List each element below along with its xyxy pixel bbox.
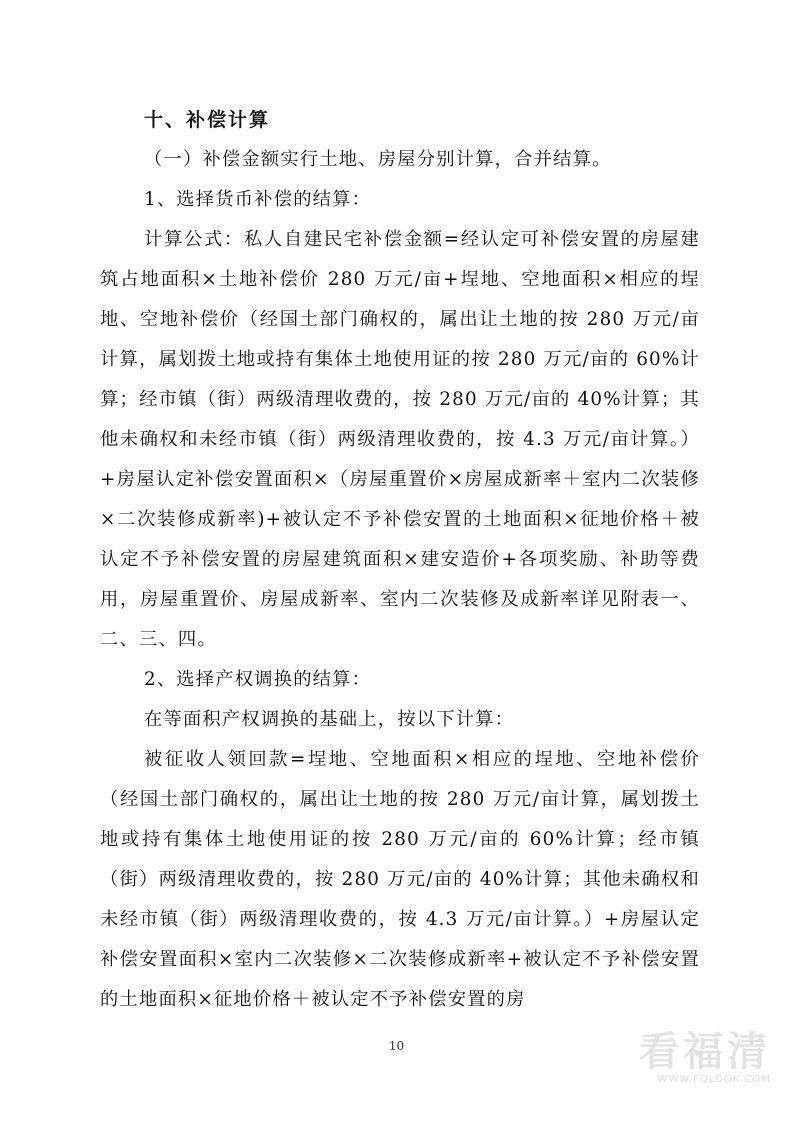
paragraph-monetary-settlement-title: 1、选择货币补偿的结算：: [144, 189, 372, 210]
page-number: 10: [388, 1039, 405, 1053]
paragraph-property-exchange-basis: 在等面积产权调换的基础上，按以下计算：: [144, 709, 515, 730]
paragraph-settlement-principle: （一）补偿金额实行土地、房屋分别计算，合并结算。: [144, 149, 612, 170]
paragraph-monetary-formula: 计算公式：私人自建民宅补偿金额=经认定可补偿安置的房屋建筑占地面积×土地补偿价 280 万元/亩+埕地、空地面积×相应的埕地、空地补偿价（经国土部门确权的，属出让土地的按 280 万元/亩计算，属划拨土地或持有集体土地使用证的按 280 万元/亩的 60%计算；经市镇（街）两级清理收费的，按 280 万元/亩的 40%计算；其他未确权和未经市镇（街）两级清理收费的，按 4.3 万元/亩计算。）+房屋认定补偿安置面积×（房屋重置价×房屋成新率＋室内二次装修×二次装修成新率)+被认定不予补偿安置的土地面积×征地价格＋被认定不予补偿安置的房屋建筑面积×建安造价+各项奖励、补助等费用，房屋重置价、房屋成新率、室内二次装修及成新率详见附表一、二、三、四。: [100, 229, 700, 650]
watermark-url: WWW.FQLOOK.COM: [657, 1074, 771, 1085]
document-body: [100, 100, 700, 1020]
paragraph-property-exchange-formula: 被征收人领回款=埕地、空地面积×相应的埕地、空地补偿价（经国土部门确权的，属出让土地的按 280 万元/亩计算，属划拨土地或持有集体土地使用证的按 280 万元/亩的 60%计算；经市镇（街）两级清理收费的，按 280 万元/亩的 40%计算；其他未确权和未经市镇（街）两级清理收费的，按 4.3 万元/亩计算。）+房屋认定补偿安置面积×室内二次装修×二次装修成新率+被认定不予补偿安置的土地面积×征地价格＋被认定不予补偿安置的房: [100, 749, 700, 1010]
site-watermark: [639, 1030, 771, 1086]
watermark-logo-text: 看福清: [639, 1029, 771, 1075]
section-heading: 十、补偿计算: [144, 109, 271, 131]
paragraph-property-exchange-title: 2、选择产权调换的结算：: [144, 669, 372, 690]
